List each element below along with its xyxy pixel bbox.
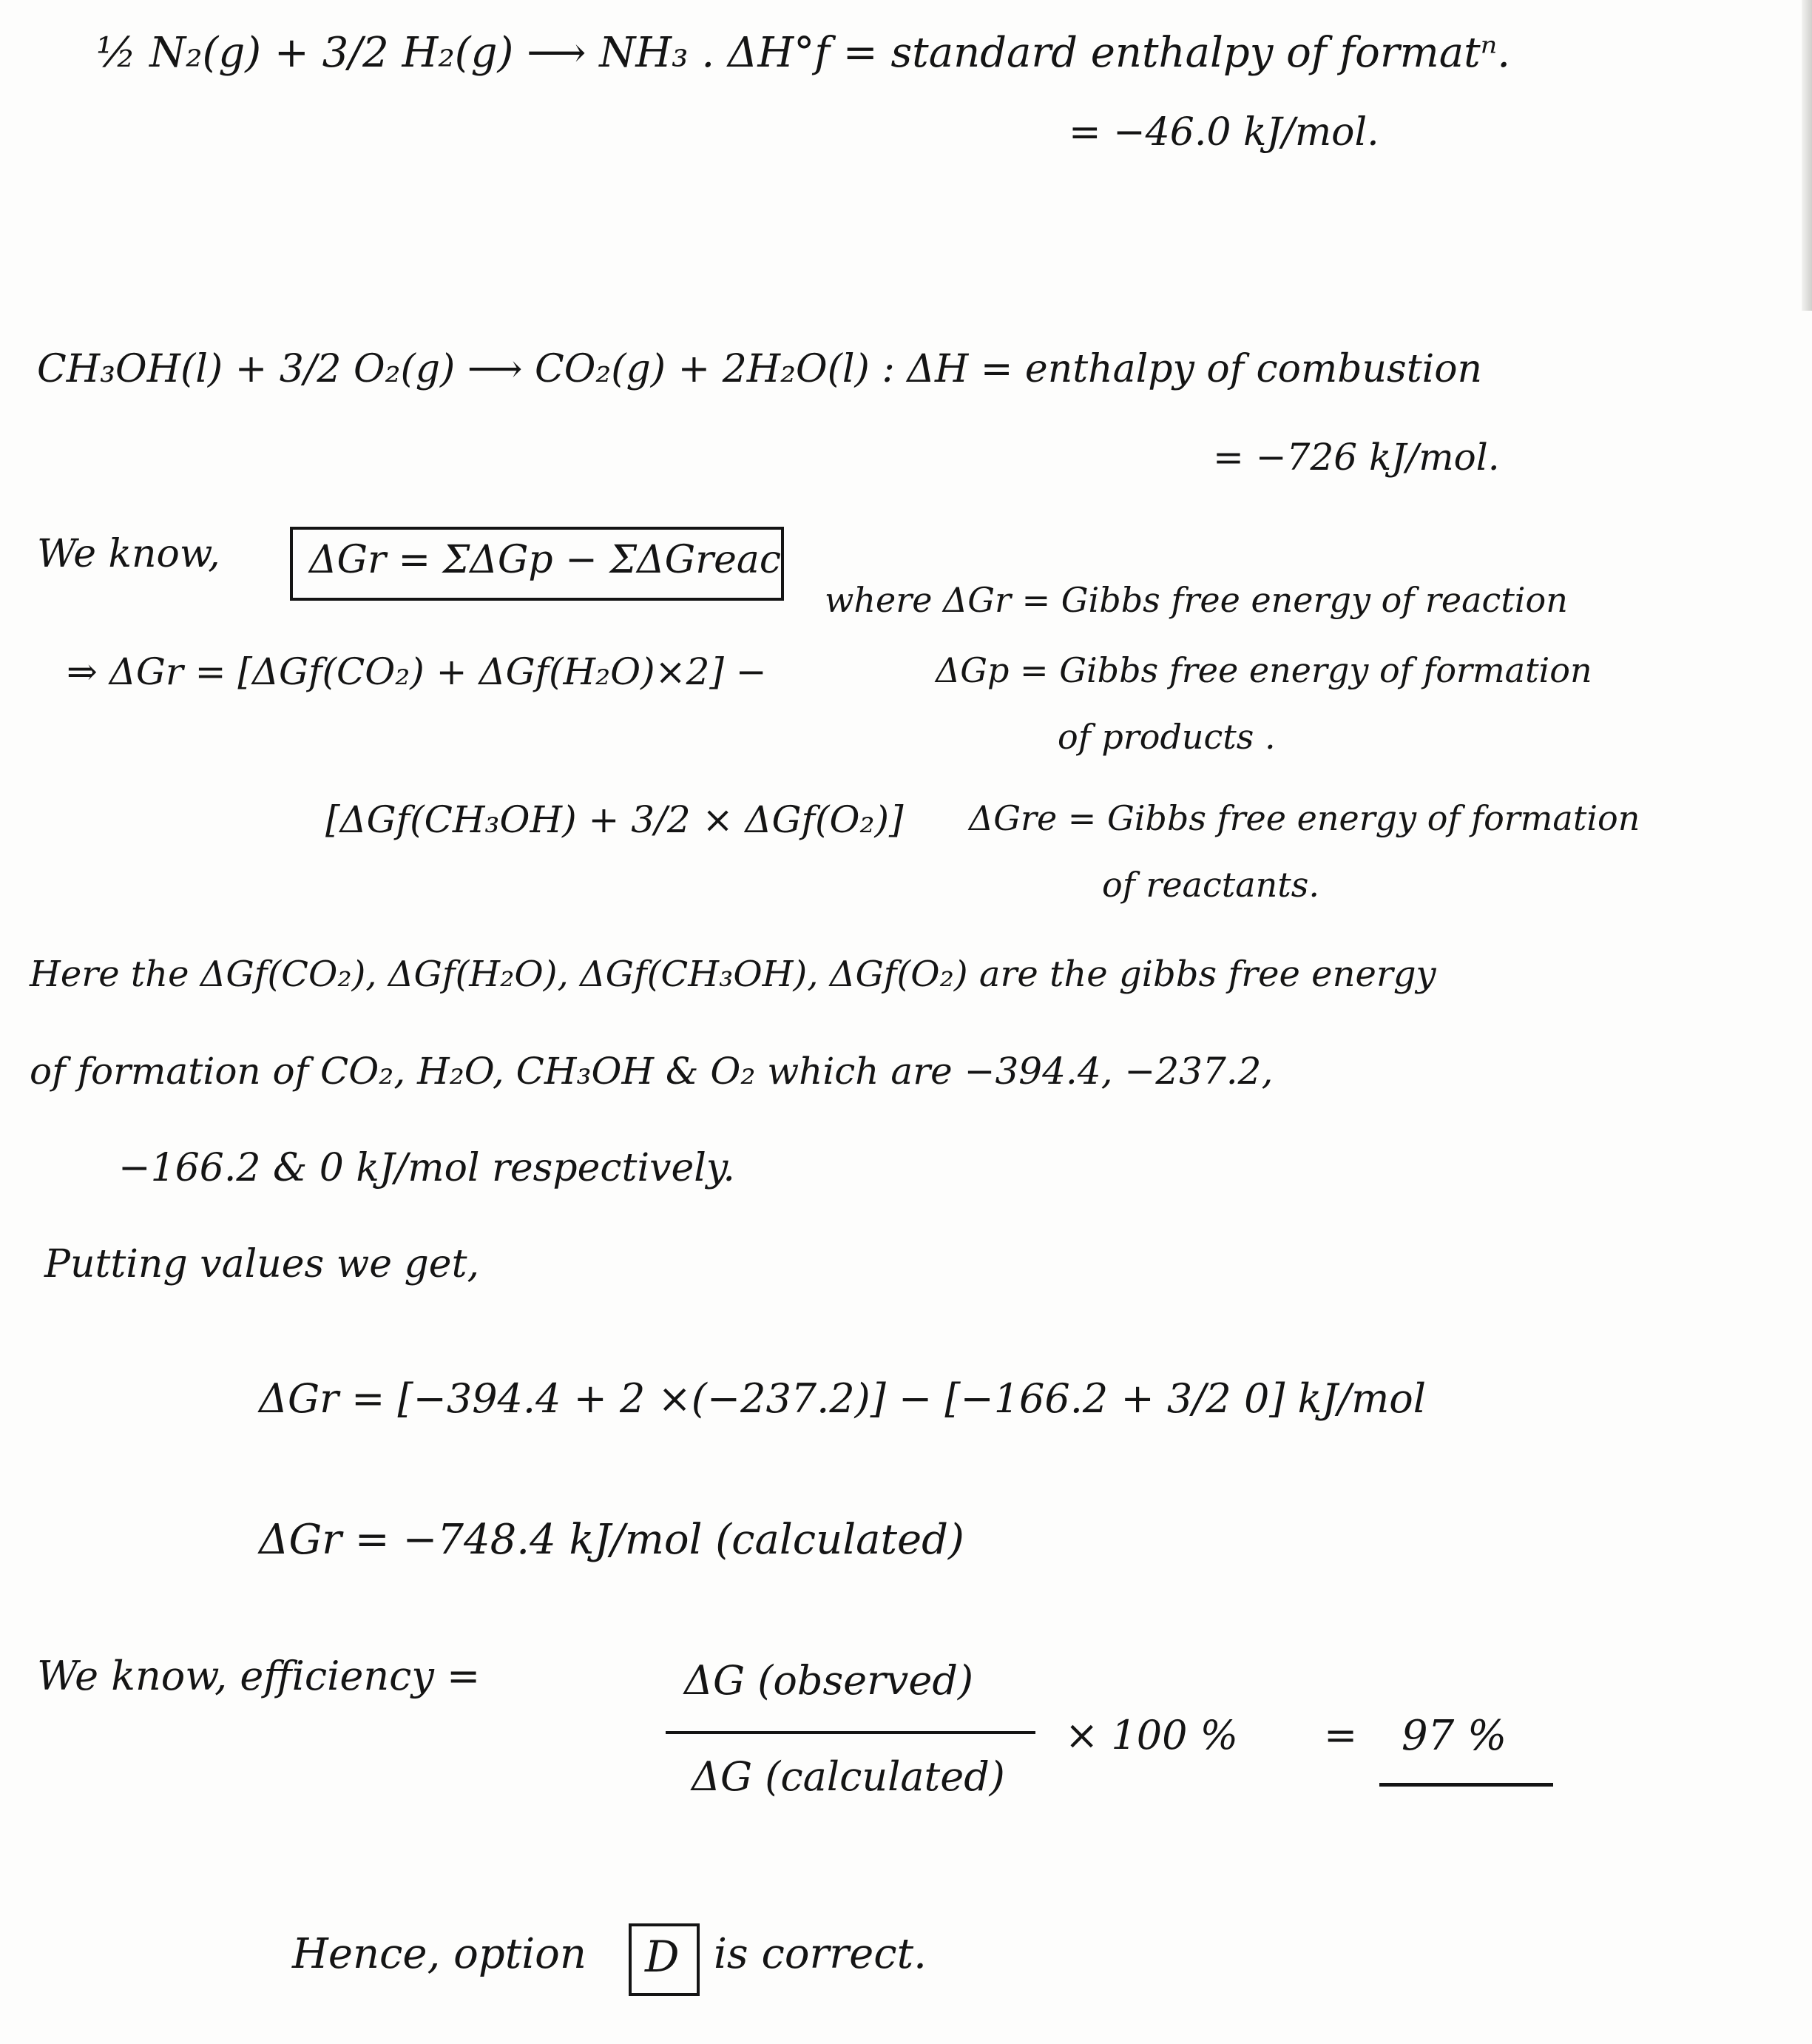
explanation-line-2: of formation of CO₂, H₂O, CH₃OH & O₂ which are −394.4, −237.2, (30, 1050, 1274, 1093)
definition-gibbs-reactants-2: of reactants. (1102, 865, 1319, 905)
definition-gibbs-products-2: of products . (1058, 717, 1276, 757)
efficiency-fraction-bar (666, 1731, 1035, 1734)
efficiency-equals-sign: = (1324, 1712, 1358, 1758)
efficiency-label: We know, efficiency = (37, 1653, 481, 1699)
reaction-1-enthalpy-value: = −46.0 kJ/mol. (1069, 110, 1379, 155)
efficiency-denominator: ΔG (calculated) (692, 1753, 1005, 1800)
page-edge-shadow (1802, 0, 1812, 311)
calculation-line-1: ΔGr = [−394.4 + 2 ×(−237.2)] − [−166.2 + 3/2 0] kJ/mol (259, 1375, 1427, 1422)
reaction-2-equation: CH₃OH(l) + 3/2 O₂(g) ⟶ CO₂(g) + 2H₂O(l) : ΔH = enthalpy of combustion (37, 347, 1483, 391)
expanded-formula-line-1: ⇒ ΔGr = [ΔGf(CO₂) + ΔGf(H₂O)×2] − (67, 650, 767, 693)
gibbs-reaction-formula: ΔGr = ΣΔGp − ΣΔGreac (309, 538, 781, 582)
conclusion-suffix: is correct. (714, 1930, 927, 1978)
explanation-line-3: −166.2 & 0 kJ/mol respectively. (118, 1146, 735, 1190)
definition-gibbs-reaction: where ΔGr = Gibbs free energy of reaction (825, 580, 1568, 620)
efficiency-times-100: × 100 % (1065, 1712, 1238, 1758)
definition-gibbs-products-1: ΔGp = Gibbs free energy of formation (936, 650, 1592, 690)
reaction-1-equation: ½ N₂(g) + 3/2 H₂(g) ⟶ NH₃ . ΔH°f = standard enthalpy of formatⁿ. (96, 29, 1511, 77)
explanation-line-4: Putting values we get, (44, 1242, 479, 1286)
we-know-label: We know, (37, 532, 220, 576)
calculation-result: ΔGr = −748.4 kJ/mol (calculated) (259, 1516, 964, 1564)
efficiency-result-underline (1379, 1783, 1553, 1787)
efficiency-numerator: ΔG (observed) (684, 1657, 974, 1704)
answer-option-letter: D (645, 1932, 680, 1982)
reaction-2-enthalpy-value: = −726 kJ/mol. (1213, 436, 1500, 479)
definition-gibbs-reactants-1: ΔGre = Gibbs free energy of formation (969, 798, 1640, 838)
efficiency-result: 97 % (1402, 1712, 1507, 1760)
conclusion-prefix: Hence, option (292, 1930, 586, 1978)
expanded-formula-line-2: [ΔGf(CH₃OH) + 3/2 × ΔGf(O₂)] (325, 798, 904, 841)
explanation-line-1: Here the ΔGf(CO₂), ΔGf(H₂O), ΔGf(CH₃OH), ΔGf(O₂) are the gibbs free energy (30, 954, 1436, 995)
